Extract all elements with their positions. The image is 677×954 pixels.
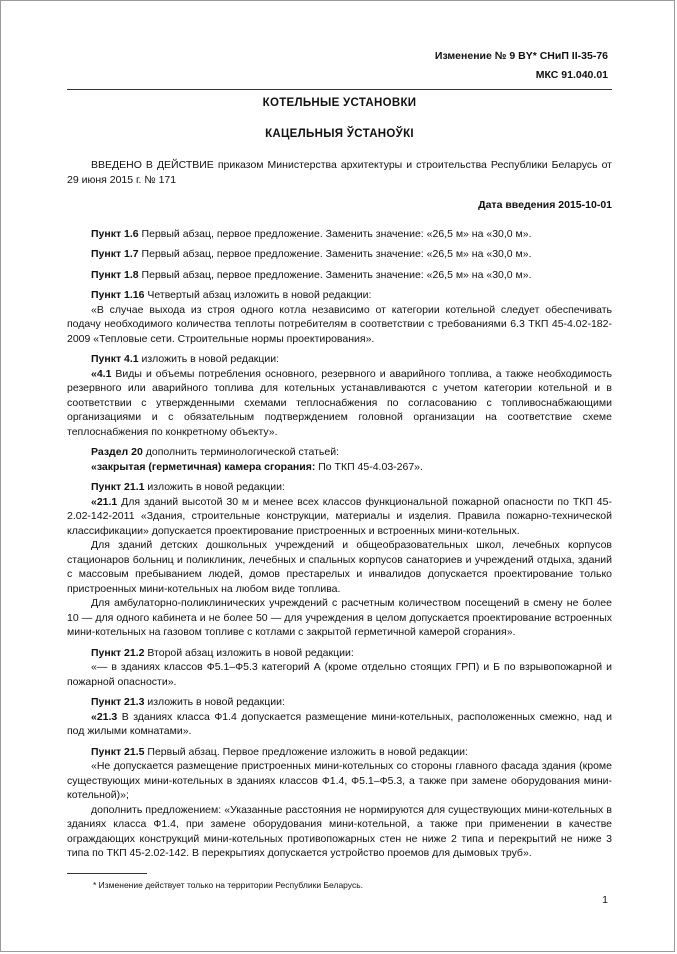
item-21-1-body-3: Для амбулаторно-поликлинических учреждений с расчетным количеством посещений в смену не более 10 — для одного кабинета и не более 50 — для учреждения в целом допускается проектирование встроенных мини-котельных на газовом топливе с котлами с закрытой герметичной камерой сгорания».	[67, 597, 612, 638]
section-20-term-name: «закрытая (герметичная) камера сгорания:	[91, 460, 316, 473]
item-21-1-body-1-text: Для зданий высотой 30 м и менее всех классов функциональной пожарной опасности по ТКП 45-2.02-142-2011 «Здания, строительные конструкции, материалы и изделия. Правила пожарно-технической классификации» допускается проектирование пристроенных и встроенных мини-котельных.	[67, 495, 612, 537]
section-20-text: дополнить терминологической статьей:	[142, 446, 339, 458]
item-21-5-body-1: «Не допускается размещение пристроенных мини-котельных со стороны главного фасада здания (кроме существующих мини-котельных в зданиях классов Ф1.4, Ф5.1–Ф5.3, а также при замене оборудования мини-котельной)»;	[67, 760, 612, 801]
item-21-5-text: Первый абзац. Первое предложение изложить в новой редакции:	[144, 745, 468, 758]
item-4-1-text: изложить в новой редакции:	[138, 353, 280, 365]
section-20	[67, 445, 612, 460]
item-21-3	[67, 695, 612, 710]
title-russian: КОТЕЛЬНЫЕ УСТАНОВКИ	[262, 97, 417, 109]
item-1-7-label: Пункт 1.7	[91, 248, 139, 260]
item-1-7-text: Первый абзац, первое предложение. Заменить значение: «26,5 м» на «30,0 м».	[138, 248, 532, 260]
item-1-7	[67, 247, 612, 262]
item-21-3-body-text: В зданиях класса Ф1.4 допускается размещение мини-котельных, расположенных смежно, над и под жилыми комнатами».	[67, 710, 612, 737]
item-21-5	[67, 745, 612, 760]
effective-date: Дата введения 2015-10-01	[478, 199, 612, 211]
title-belarusian: КАЦЕЛЬНЫЯ ЎСТАНОЎКІ	[265, 128, 414, 140]
footnote: * Изменение действует только на территории Республики Беларусь.	[93, 880, 363, 890]
amendment-reference: Изменение № 9 BY* СНиП II-35-76	[434, 50, 608, 62]
section-20-term-definition: По ТКП 45-4.03-267».	[315, 460, 423, 473]
item-21-1	[67, 480, 612, 495]
item-1-8	[67, 268, 612, 283]
item-21-1-body-2: Для зданий детских дошкольных учреждений и общеобразовательных школ, лечебных корпусов стационаров больниц и поликлиник, лечебных и спальных корпусов санаториев и учреждений отдыха, зданий с массовым пребыванием людей, домов престарелых и инвалидов допускается проектирование только пристроенных мини-котельных на любом виде топлива.	[67, 539, 612, 595]
item-1-16-text: Четвертый абзац изложить в новой редакции:	[144, 289, 372, 301]
item-4-1-body-text: Виды и объемы потребления основного, резервного и аварийного топлива, а также необходимость резервного или аварийного топлива для котельных устанавливаются с учетом категории котельной и в соответствии с утвержденными схемами теплоснабжения по согласованию с топливоснабжающими организациями и с обязательным подтверждением головной организации на соответствие схеме теплоснабжения по конкретному объекту».	[67, 367, 612, 438]
item-21-2-text: Второй абзац изложить в новой редакции:	[144, 646, 354, 659]
item-21-2-label: Пункт 21.2	[91, 646, 145, 659]
item-21-1-number: «21.1	[91, 495, 118, 508]
section-20-label: Раздел 20	[91, 446, 143, 458]
footnote-rule	[67, 873, 147, 874]
section-20-term	[67, 460, 612, 475]
item-21-3-text: изложить в новой редакции:	[144, 696, 285, 708]
item-21-5-body-2: дополнить предложением: «Указанные расстояния не нормируются для существующих мини-котельных в зданиях класса Ф1.4, при замене оборудования мини-котельной, а также при применении в качестве ограждающих конструкций мини-котельных противопожарных стен не ниже 2 типа и перекрытий не ниже 3 типа по ТКП 45-2.02-142. В перекрытиях допускается устройство проемов для дымовых труб».	[67, 803, 612, 859]
item-1-8-text: Первый абзац, первое предложение. Заменить значение: «26,5 м» на «30,0 м».	[138, 268, 532, 281]
item-21-1-text: изложить в новой редакции:	[144, 481, 285, 493]
page-number: 1	[602, 894, 608, 906]
item-4-1-number: «4.1	[91, 367, 112, 380]
item-4-1-label: Пункт 4.1	[91, 353, 139, 365]
item-1-8-label: Пункт 1.8	[91, 268, 139, 281]
item-1-16-body: «В случае выхода из строя одного котла независимо от категории котельной следует обеспечивать подачу необходимого количества теплоты потребителям в соответствии с требованиями 6.3 ТКП 45-4.02-182-2009 «Тепловые сети. Строительные нормы проектирования».	[67, 303, 612, 345]
item-21-3-number: «21.3	[91, 710, 118, 723]
item-4-1	[67, 352, 612, 367]
item-1-16-label: Пункт 1.16	[91, 289, 145, 301]
item-21-1-label: Пункт 21.1	[91, 481, 145, 493]
item-21-1-body-1	[67, 495, 612, 539]
mks-code: МКС 91.040.01	[535, 69, 608, 81]
item-4-1-body	[67, 367, 612, 440]
item-1-16	[67, 288, 612, 303]
item-1-6-text: Первый абзац, первое предложение. Заменить значение: «26,5 м» на «30,0 м».	[138, 227, 532, 240]
item-21-2-body: «— в зданиях классов Ф5.1–Ф5.3 категорий А (кроме отдельно стоящих ГРП) и Б по взрывопожарной и пожарной опасности».	[67, 661, 612, 688]
document-header	[435, 49, 608, 82]
header-rule	[67, 89, 612, 90]
item-1-6	[67, 227, 612, 242]
document-body	[67, 158, 612, 861]
item-21-5-label: Пункт 21.5	[91, 745, 145, 758]
item-1-6-label: Пункт 1.6	[91, 227, 139, 240]
intro-paragraph: ВВЕДЕНО В ДЕЙСТВИЕ приказом Министерства архитектуры и строительства Республики Беларусь от 29 июня 2015 г. № 171	[67, 159, 612, 186]
item-21-2	[67, 646, 612, 661]
item-21-3-body	[67, 710, 612, 739]
item-21-3-label: Пункт 21.3	[91, 696, 145, 708]
